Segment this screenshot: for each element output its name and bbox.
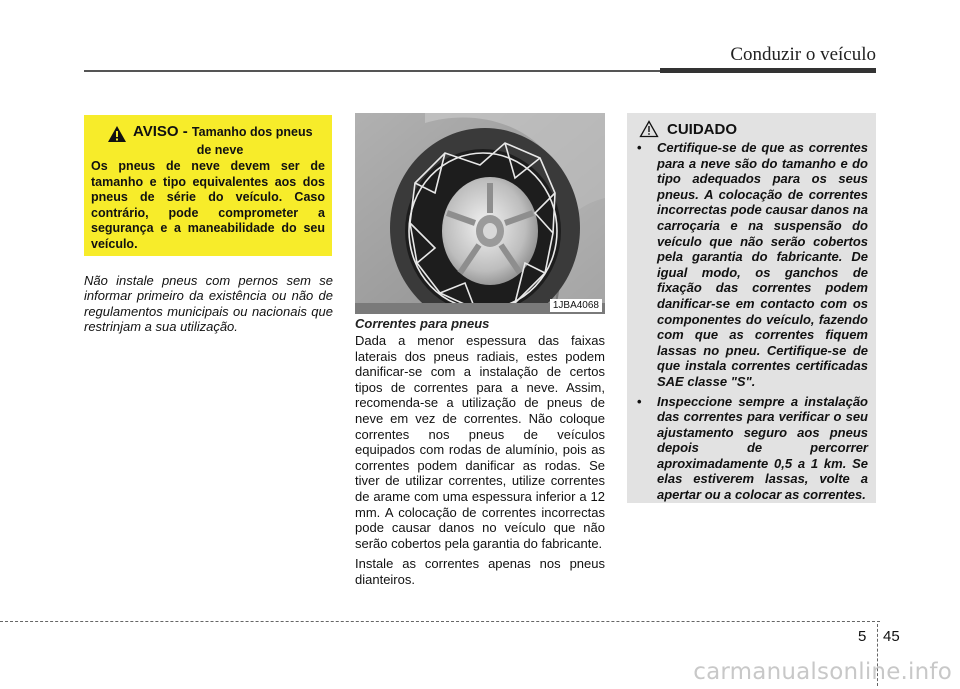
- front-tires-paragraph: Instale as correntes apenas nos pneus dianteiros.: [355, 556, 605, 587]
- tire-chains-section: [355, 316, 605, 588]
- caution-header: [639, 120, 868, 138]
- warning-triangle-icon: [107, 125, 127, 143]
- warning-text: Os pneus de neve devem ser de tamanho e tipo equivalentes aos dos pneus de série do veículo. Caso contrário, pode comprometer a segurança e a maneabilidade do seu veículo.: [91, 159, 325, 251]
- warning-header: [91, 123, 325, 143]
- warning-box: [84, 115, 332, 256]
- figure-label: 1JBA4068: [550, 299, 602, 312]
- section-title: Conduzir o veículo: [730, 44, 876, 65]
- warning-subtitle: Tamanho dos pneus: [191, 125, 313, 139]
- tire-chain-figure: [355, 113, 605, 314]
- watermark: carmanualsonline.info: [693, 659, 952, 685]
- caution-triangle-icon: [639, 120, 659, 138]
- warning-subtitle-line2: de neve: [196, 143, 244, 157]
- caution-list: [635, 140, 868, 503]
- chapter-number: 5: [858, 628, 867, 645]
- warning-label: AVISO: [133, 123, 179, 140]
- caution-title: CUIDADO: [667, 120, 737, 138]
- tire-chains-paragraph: Dada a menor espessura das faixas laterais dos pneus radiais, estes podem danificar-se com a instalação de certos tipos de correntes para a neve. Assim, recomenda-se a utilização de pneus de neve em vez de correntes. Não coloque correntes nos pneus de veículos equipados com rodas de alumínio, pois as correntes podem danificar as rodas. Se tiver de utilizar correntes, utilize correntes de arame com uma espessura inferior a 12 mm. A colocação de correntes incorrectas pode causar danos no veículo que não serão cobertos pela garantia do fabricante.: [355, 333, 605, 551]
- caution-item-size: • Certifique-se de que as correntes para a neve são do tamanho e do tipo adequados para os seus pneus. A colocação de correntes incorrectas pode causar danos na carroçaria e na suspensão do veículo que não serão cobertos pela garantia do fabricante. De igual modo, os ganchos de fixação das correntes podem danificar-se em contacto com os componentes do veículo, fazendo com que as correntes fiquem lassas no pneu. Certifique-se de que instala correntes certificadas SAE classe "S".: [635, 140, 868, 390]
- studded-tire-note: Não instale pneus com pernos sem se informar primeiro da existência ou não de regulamentos municipais ou nacionais que restrinjam a sua utilização.: [84, 273, 333, 335]
- page-number: 45: [883, 628, 900, 645]
- section-heading: Correntes para pneus: [355, 316, 490, 331]
- header-rule-accent: [660, 68, 876, 73]
- tire-chain-illustration: [355, 113, 605, 314]
- caution-item-inspect: • Inspeccione sempre a instalação das correntes para verificar o seu ajustamento seguro aos pneus depois de percorrer aproximadamente 0,5 a 1 km. Se elas estiverem lassas, volte a apertar ou a colocar as correntes.: [635, 394, 868, 503]
- caution-box: [627, 113, 876, 503]
- warning-dash: -: [178, 123, 192, 140]
- footer-rule: [0, 621, 880, 622]
